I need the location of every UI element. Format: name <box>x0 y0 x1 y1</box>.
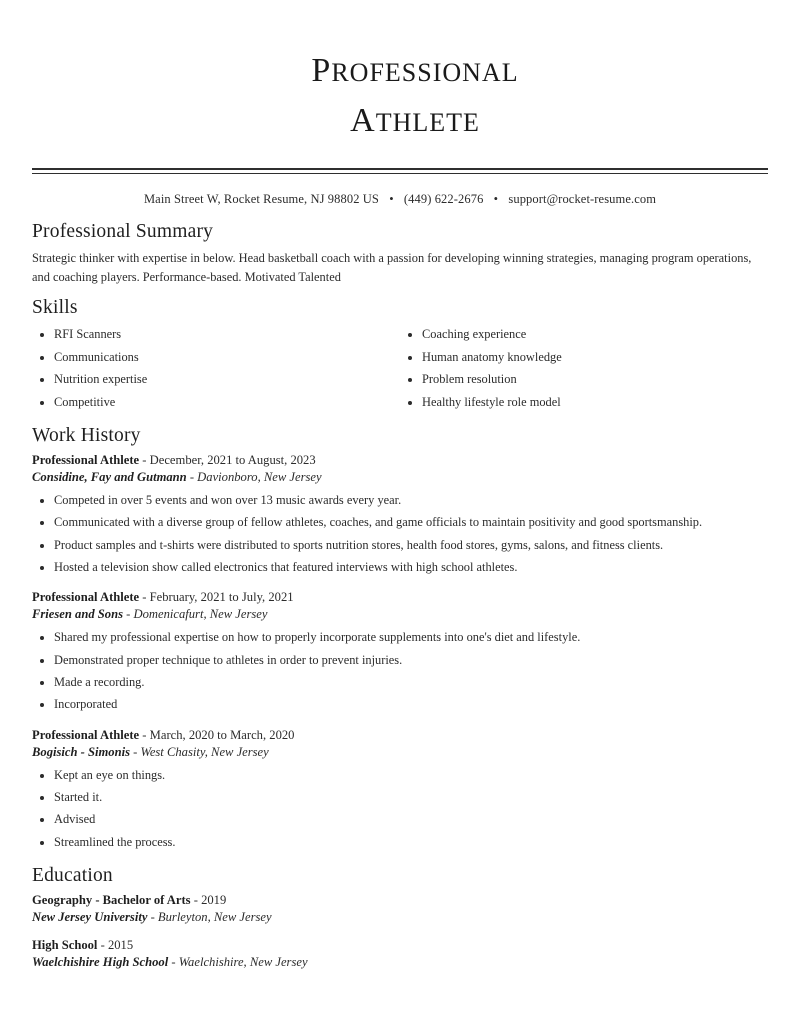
job-bullet: • Advised <box>54 810 768 828</box>
job-title-line <box>32 590 768 605</box>
job-separator: - <box>139 590 150 605</box>
header-divider-thin <box>32 173 768 174</box>
job-company-separator: - <box>129 744 141 759</box>
work-history-entry <box>32 728 768 851</box>
job-company-line <box>32 745 768 760</box>
education-school-separator: - <box>168 955 179 970</box>
list-item: • Communications <box>54 348 400 366</box>
job-bullet: • Incorporated <box>54 695 768 713</box>
job-bullet: • Demonstrated proper technique to athletes in order to prevent injuries. <box>54 651 768 669</box>
education-list <box>32 893 768 970</box>
job-bullet: • Kept an eye on things. <box>54 766 768 784</box>
job-company-separator: - <box>186 469 198 484</box>
section-work-history <box>32 425 768 851</box>
section-skills <box>32 297 768 414</box>
list-item: • Competitive <box>54 393 400 411</box>
skills-list-left <box>32 325 400 410</box>
header-divider-thick <box>32 168 768 170</box>
job-location: West Chasity, New Jersey <box>140 744 269 759</box>
skills-list-right <box>400 325 768 410</box>
skills-column-left <box>32 325 400 414</box>
education-degree-line <box>32 938 768 953</box>
list-item: • Nutrition expertise <box>54 370 400 388</box>
skills-heading: Skills <box>32 297 78 319</box>
work-history-list <box>32 453 768 851</box>
job-company: Bogisich - Simonis <box>32 744 130 759</box>
list-item: • Problem resolution <box>422 370 768 388</box>
contact-address: Main Street W, Rocket Resume, NJ 98802 US <box>143 192 379 206</box>
work-history-entry <box>32 453 768 576</box>
job-separator: - <box>139 727 150 742</box>
job-bullet: • Product samples and t-shirts were distributed to sports nutrition stores, health food stores, gyms, salons, and fitness clients. <box>54 536 768 554</box>
education-school-separator: - <box>147 910 158 925</box>
last-name-rest: THLETE <box>375 108 480 137</box>
job-title-line <box>32 453 768 468</box>
job-company: Friesen and Sons <box>32 607 123 622</box>
work-history-heading: Work History <box>32 424 141 446</box>
job-bullet: • Made a recording. <box>54 673 768 691</box>
job-dates: December, 2021 to August, 2023 <box>149 452 316 467</box>
list-item: • Coaching experience <box>422 325 768 343</box>
education-degree: Geography - Bachelor of Arts <box>32 893 191 908</box>
job-bullet: • Communicated with a diverse group of fellow athletes, coaches, and game officials to maintain positivity and good sportsmanship. <box>54 513 768 531</box>
education-entry <box>32 938 768 970</box>
job-bullet: • Shared my professional expertise on how to properly incorporate supplements into one's diet and lifestyle. <box>54 628 768 646</box>
section-education <box>32 865 768 970</box>
contact-line <box>32 192 768 207</box>
skills-columns <box>32 325 768 414</box>
skills-column-right <box>400 325 768 414</box>
first-name-initial: P <box>311 52 332 89</box>
education-location: Waelchishire, New Jersey <box>178 955 308 970</box>
job-bullet-list <box>32 628 768 713</box>
first-name <box>281 52 519 104</box>
education-school-line <box>32 910 768 925</box>
contact-email[interactable]: support@rocket-resume.com <box>508 192 657 206</box>
job-dates: February, 2021 to July, 2021 <box>149 590 294 605</box>
education-location: Burleyton, New Jersey <box>157 910 272 925</box>
contact-separator-1: • <box>389 192 394 206</box>
job-role: Professional Athlete <box>32 727 140 742</box>
job-company-line <box>32 470 768 485</box>
education-school: New Jersey University <box>32 910 148 925</box>
contact-phone: (449) 622-2676 <box>403 192 484 206</box>
education-year: 2019 <box>201 893 227 908</box>
education-degree-line <box>32 893 768 908</box>
contact-separator-2: • <box>493 192 499 206</box>
education-heading: Education <box>32 865 113 887</box>
job-bullet: • Started it. <box>54 788 768 806</box>
education-year: 2015 <box>107 938 134 953</box>
job-bullet-list <box>32 766 768 851</box>
first-name-rest: ROFESSIONAL <box>331 58 519 87</box>
job-company: Considine, Fay and Gutmann <box>32 469 187 484</box>
summary-text: Strategic thinker with expertise in below. Head basketball coach with a passion for developing winning strategies, managing program operations, and coaching players. Performance-based. Motivated Talented <box>32 251 752 285</box>
last-name <box>320 102 480 154</box>
last-name-initial: A <box>350 102 376 139</box>
page-title <box>32 38 768 154</box>
job-role: Professional Athlete <box>32 590 140 605</box>
education-entry <box>32 893 768 925</box>
job-location: Davionboro, New Jersey <box>197 469 322 484</box>
job-title-line <box>32 728 768 743</box>
job-bullet: • Hosted a television show called electronics that featured interviews with high school athletes. <box>54 558 768 576</box>
education-school-line <box>32 955 768 970</box>
summary-heading: Professional Summary <box>32 221 214 242</box>
job-role: Professional Athlete <box>32 452 140 467</box>
job-location: Domenicafurt, New Jersey <box>133 607 268 622</box>
education-separator: - <box>97 938 108 953</box>
list-item: • Healthy lifestyle role model <box>422 393 768 411</box>
job-bullet-list <box>32 491 768 576</box>
education-school: Waelchishire High School <box>32 955 169 970</box>
job-bullet: • Competed in over 5 events and won over 13 music awards every year. <box>54 491 768 509</box>
list-item: • RFI Scanners <box>54 325 400 343</box>
education-degree: High School <box>32 938 98 953</box>
job-bullet: • Streamlined the process. <box>54 833 768 851</box>
job-company-line <box>32 607 768 622</box>
education-separator: - <box>190 893 202 908</box>
section-professional-summary <box>32 221 768 287</box>
job-dates: March, 2020 to March, 2020 <box>149 727 295 742</box>
work-history-entry <box>32 590 768 713</box>
job-separator: - <box>139 452 150 467</box>
list-item: • Human anatomy knowledge <box>422 348 768 366</box>
job-company-separator: - <box>123 607 134 622</box>
